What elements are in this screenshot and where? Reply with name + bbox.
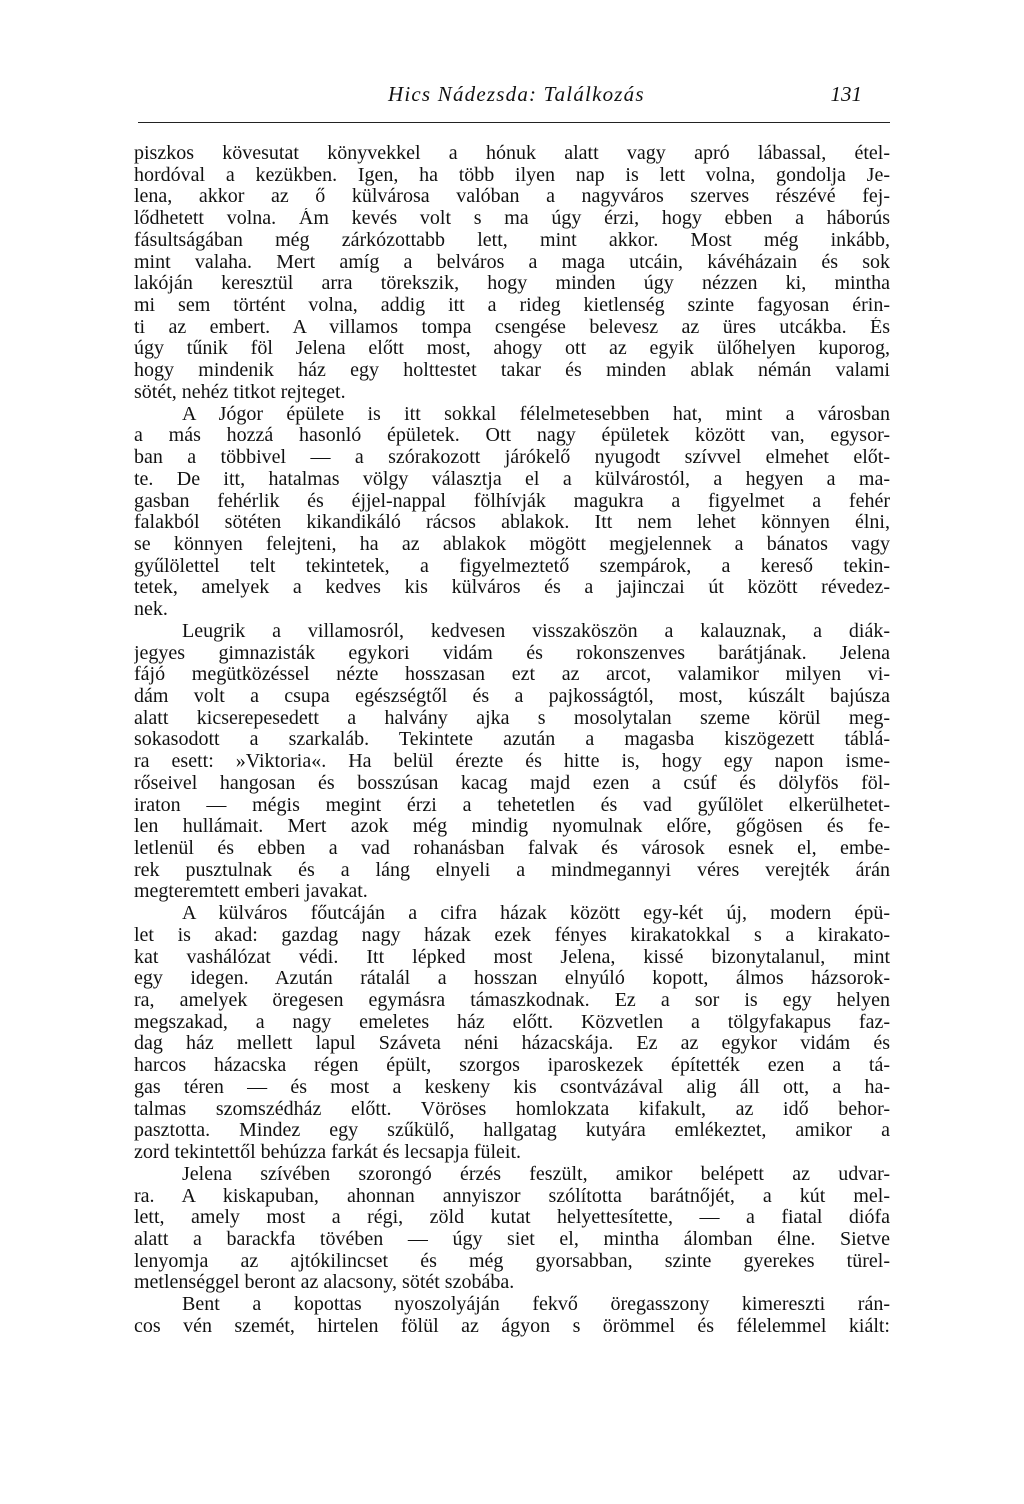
text-line: nek. [134,599,168,621]
text-line: gyűlölettel telt tekintetek, a figyelmeztető szempárok, a kereső tekin- [134,555,890,577]
text-line: ra, amelyek öregesen egymásra támaszkodnak. Ez a sor is egy helyen [134,990,890,1012]
text-line: Leugrik a villamosról, kedvesen visszaköszön a kalauznak, a diák- [182,620,890,642]
text-line: iraton — mégis megint érzi a tehetetlen és vad gyűlölet elkerülhetet- [134,794,890,816]
running-title: Hics Nádezsda: Találkozás [388,82,645,106]
text-line: rek pusztulnak és a láng elnyeli a mindmegannyi véres verejték árán [134,859,890,881]
text-line: ra. A kiskapuban, ahonnan annyiszor szólította barátnőjét, a kút mel- [134,1185,890,1207]
text-line: mi sem történt volna, addig itt a rideg kietlenség szinte fagyosan érin- [134,295,890,317]
text-line: A külváros főutcáján a cifra házak között egy-két új, modern épü- [182,903,890,925]
page-number: 131 [830,82,862,106]
text-line: hordóval a kezükben. Igen, ha több ilyen nap is lett volna, gondolja Je- [134,164,890,186]
text-line: megszakad, a nagy emeletes ház előtt. Közvetlen a tölgyfakapus faz- [134,1011,890,1033]
text-line: tetek, amelyek a kedves kis külváros és a jajinczai út között révedez- [134,577,890,599]
text-line: cos vén szemét, hirtelen fölül az ágyon s örömmel és félelemmel kiált: [134,1315,890,1337]
text-line: gasban fehérlik és éjjel-nappal fölhívják magukra a figyelmet a fehér [134,490,890,512]
text-line: fájó megütközéssel nézte hosszasan ezt az arcot, valamikor milyen vi- [134,664,890,686]
text-line: gas téren — és most a keskeny kis csontvázával alig áll ott, a ha- [134,1076,890,1098]
text-line: a más hozzá hasonló épületek. Ott nagy épületek között van, egysor- [134,425,890,447]
text-line: megteremtett emberi javakat. [134,881,368,903]
text-line: se könnyen felejteni, ha az ablakok mögött megjelennek a bánatos vagy [134,533,890,555]
text-line: rőseivel hangosan és bosszúsan kacag majd ezen a csúf és dölyfös föl- [134,772,890,794]
text-line: lődhetett volna. Ám kevés volt s ma úgy érzi, hogy ebben a háborús [134,208,890,230]
text-line: zord tekintettől behúzza farkát és lecsapja füleit. [134,1142,522,1164]
text-line: ra esett: »Viktoria«. Ha belül érezte és hitte is, hogy egy napon isme- [134,751,890,773]
text-line: harcos házacska régen épült, szorgos iparoskezek építették ezen a tá- [134,1055,890,1077]
text-line: alatt kicserepesedett a halvány ajka s mosolytalan szeme körül meg- [134,707,890,729]
text-line: lena, akkor az ő külvárosa valóban a nagyváros szerves részévé fej- [134,186,890,208]
text-line: lenyomja az ajtókilincset és még gyorsabban, szinte gyerekes türel- [134,1250,890,1272]
text-line: letlenül és ebben a vad rohanásban falvak és városok esnek el, embe- [134,838,890,859]
text-line: mint valaha. Mert amíg a belváros a maga utcáin, kávéházain és sok [134,251,890,273]
text-line: sokasodott a szarkaláb. Tekintete azután a magasba kiszögezett táblá- [134,729,890,751]
text-line: sötét, nehéz titkot rejteget. [134,381,346,403]
text-line: alatt a barackfa tövében — úgy siet el, mintha álomban élne. Sietve [134,1228,890,1250]
text-line: dag ház mellett lapul Száveta néni házacskája. Ez az egykor vidám és [134,1033,890,1055]
header-rule [138,122,890,123]
text-line: lakóján keresztül arra törekszik, hogy minden úgy nézzen ki, mintha [134,273,890,295]
text-line: pasztotta. Mindez egy szűkülő, hallgatag kutyára emlékeztet, amikor a [134,1120,890,1142]
text-line: len hullámait. Mert azok még mindig nyomulnak előre, gőgösen és fe- [134,816,890,838]
text-line: Bent a kopottas nyoszolyáján fekvő öregasszony kimereszti rán- [182,1294,890,1316]
text-line: kat vashálózat védi. Itt lépked most Jelena, kissé bizonytalanul, mint [134,946,890,968]
text-line: piszkos kövesutat könyvekkel a hónuk alatt vagy apró lábassal, étel- [134,143,890,164]
text-line: let is akad: gazdag nagy házak ezek fényes kirakatokkal s a kirakato- [134,924,890,946]
text-line: fásultságában még zárkózottabb lett, mint akkor. Most még inkább, [134,229,890,251]
text-line: Jelena szívében szorongó érzés feszült, amikor belépett az udvar- [182,1163,890,1185]
body-text [134,143,890,1338]
text-line: talmas szomszédház előtt. Vöröses homlokzata kifakult, az idő behor- [134,1098,890,1120]
text-line: metlenséggel beront az alacsony, sötét szobába. [134,1272,515,1294]
text-line: ban a többivel — a szórakozott járókelő nyugodt szívvel elmehet előt- [134,447,890,469]
text-line: dám volt a csupa egészségtől és a pajkosságtól, most, kúszált bajúsza [134,685,890,707]
text-line: egy idegen. Azután rátalál a hosszan elnyúló kopott, álmos házsorok- [134,968,890,990]
text-line: falakból sötéten kikandikáló rácsos ablakok. Itt nem lehet könnyen élni, [134,512,890,534]
text-line: jegyes gimnazisták egykori vidám és rokonszenves barátjának. Jelena [134,642,890,664]
text-line: lett, amely most a régi, zöld kutat helyettesítette, — a fiatal diófa [134,1207,890,1229]
text-line: te. De itt, hatalmas völgy választja el a külvárostól, a hegyen a ma- [134,468,890,490]
text-line: ti az embert. A villamos tompa csengése belevesz az üres utcákba. És [134,316,890,338]
text-line: hogy mindenik ház egy holttestet takar és minden ablak némán valami [134,360,890,382]
text-line: A Jógor épülete is itt sokkal félelmetesebben hat, mint a városban [182,403,890,425]
text-line: úgy tűnik föl Jelena előtt most, ahogy ott az egyik ülőhelyen kuporog, [134,338,890,360]
page-header [134,80,890,124]
